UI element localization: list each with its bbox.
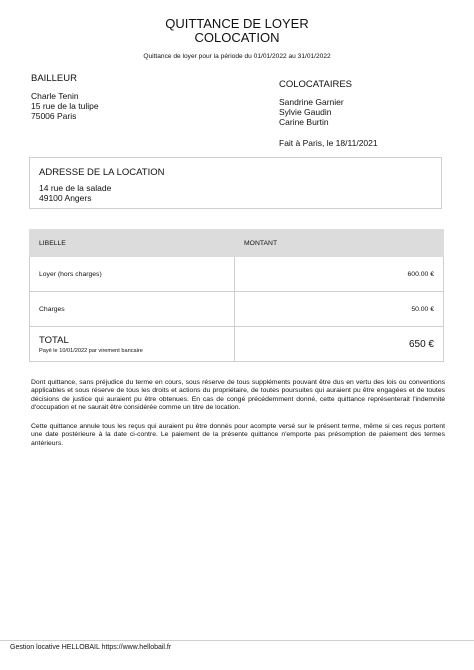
bailleur-heading: BAILLEUR xyxy=(31,73,77,84)
bailleur-block xyxy=(31,74,99,121)
footer-divider xyxy=(0,640,474,641)
bailleur-name: Charle Tenin xyxy=(31,91,79,101)
location-street: 14 rue de la salade xyxy=(39,183,112,193)
row-label: Charges xyxy=(30,292,235,327)
payment-table xyxy=(29,229,444,362)
colocataire-name: Sandrine Garnier xyxy=(279,97,344,107)
bailleur-city: 75006 Paris xyxy=(31,111,77,121)
table-header-row xyxy=(30,230,444,257)
legal-paragraph: Cette quittance annule tous les reçus qui auraient pu être donnés pour acompte versé sur le présent terme, même si ces reçus portent une date postérieure à la date ci-contre. Le paiement de la présente quittance n'emporte pas présomption de paiement des termes antérieurs. xyxy=(31,423,445,447)
location-heading: ADRESSE DE LA LOCATION xyxy=(39,167,165,178)
total-amount: 650 € xyxy=(408,338,434,350)
colocataires-block xyxy=(279,80,352,127)
row-amount: 600.00 € xyxy=(235,257,444,292)
period-text: Quittance de loyer pour la période du 01/01/2022 au 31/01/2022 xyxy=(143,53,331,60)
bailleur-street: 15 rue de la tulipe xyxy=(31,101,99,111)
location-city: 49100 Angers xyxy=(39,193,92,203)
row-label: Loyer (hors charges) xyxy=(30,257,235,292)
document-title: QUITTANCE DE LOYER xyxy=(165,16,309,31)
total-label: TOTAL xyxy=(39,334,69,346)
total-amount-cell xyxy=(235,327,444,362)
table-row xyxy=(30,292,444,327)
row-amount: 50.00 € xyxy=(235,292,444,327)
footer-text: Gestion locative HELLOBAIL https://www.hellobail.fr xyxy=(10,644,172,651)
table-row xyxy=(30,257,444,292)
legal-paragraph: Dont quittance, sans préjudice du terme en cours, sous réserve de tous suppléments pouvant être dus en vertu des lois ou conventions applicables et sous réserve de tous les droits et actions du propriétaire, de toutes poursuites qui auraient pu être engagées et de toutes décisions de justice qui auraient pu être obtenues. En cas de congé précédemment donné, cette quittance représenterait l'indemnité d'occupation et ne saurait être considérée comme un titre de location. xyxy=(31,379,445,412)
total-row xyxy=(30,327,444,362)
colocataire-name: Sylvie Gaudin xyxy=(279,107,332,117)
document-subtitle: COLOCATION xyxy=(194,30,280,45)
colocataire-name: Carine Burtin xyxy=(279,117,329,127)
location-address-box xyxy=(29,157,442,209)
fait-a-date: Fait à Paris, le 18/11/2021 xyxy=(279,138,378,148)
total-cell xyxy=(30,327,235,362)
colocataires-heading: COLOCATAIRES xyxy=(279,79,353,90)
column-header-montant: MONTANT xyxy=(235,230,444,257)
payment-note: Payé le 10/01/2022 par virement bancaire xyxy=(39,347,143,354)
column-header-libelle: LIBELLE xyxy=(30,230,235,257)
